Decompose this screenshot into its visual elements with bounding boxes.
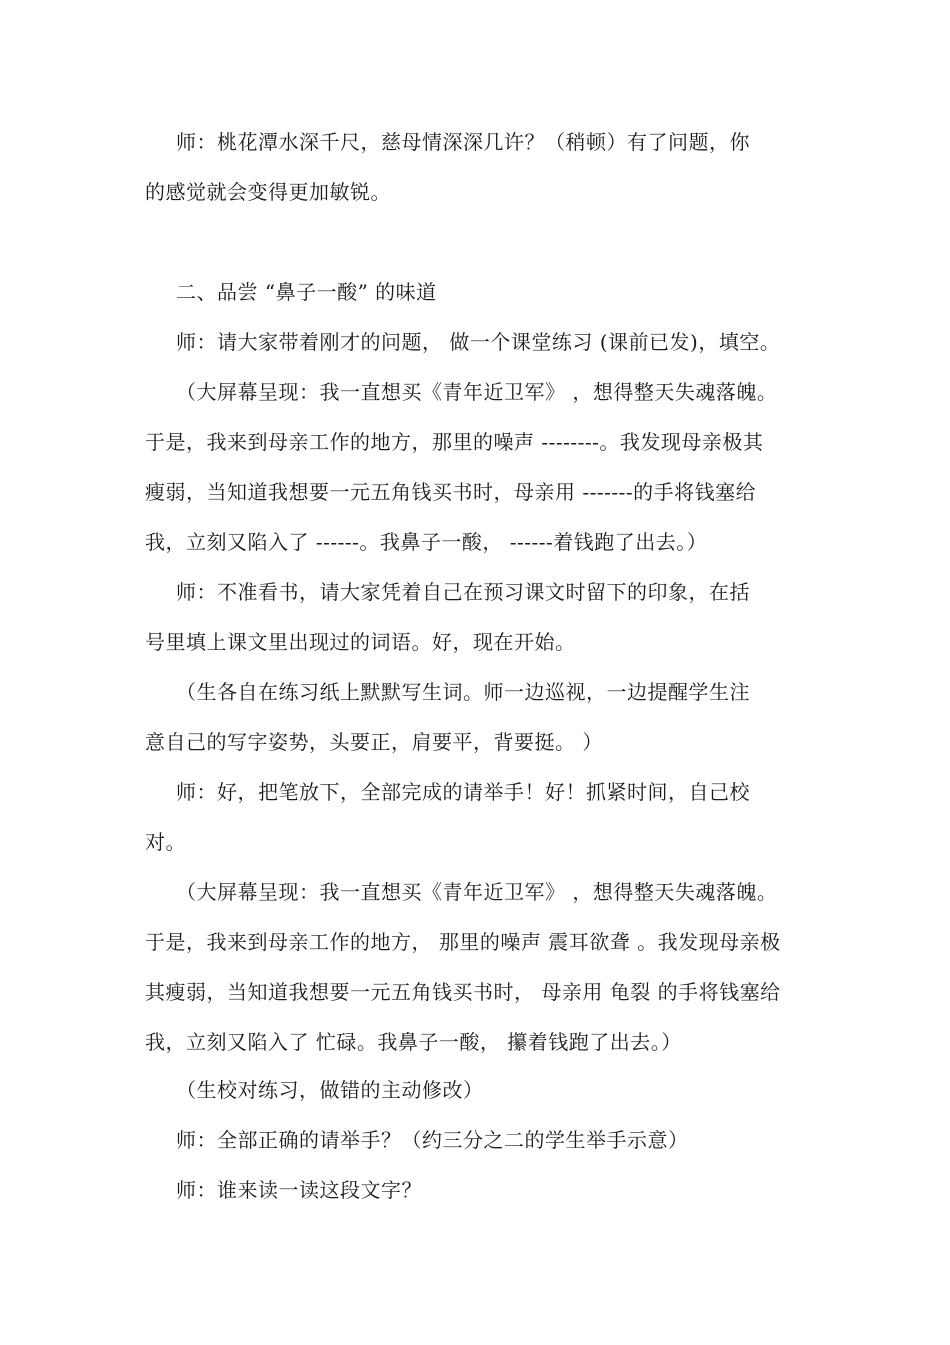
paragraph-line: 师：全部正确的请举手？（约三分之二的学生举手示意）	[176, 1128, 689, 1152]
paragraph-line: 师：桃花潭水深千尺，慈母情深深几许？（稍顿）有了问题，你	[176, 130, 750, 154]
paragraph-line: 瘦弱，当知道我想要一元五角钱买书时，母亲用 -------的手将钱塞给	[145, 480, 757, 504]
section-heading: 二、品尝 “鼻子一酸” 的味道	[176, 280, 437, 304]
paragraph-line: 于是，我来到母亲工作的地方，那里的噪声 --------。我发现母亲极其	[145, 430, 764, 454]
paragraph-line: 对。	[145, 830, 186, 854]
paragraph-line: 师：谁来读一读这段文字？	[176, 1178, 422, 1202]
paragraph-line: 意自己的写字姿势，头要正，肩要平，背要挺。 ）	[145, 730, 603, 754]
paragraph-line: 师：请大家带着刚才的问题， 做一个课堂练习 (课前已发)，填空。	[176, 330, 781, 354]
paragraph-line: （生各自在练习纸上默默写生词。师一边巡视，一边提醒学生注	[176, 680, 750, 704]
paragraph-line: 的感觉就会变得更加敏锐。	[145, 180, 391, 204]
paragraph-line: 我，立刻又陷入了 忙碌。我鼻子一酸， 攥着钱跑了出去。）	[145, 1030, 682, 1054]
paragraph-line: （生校对练习，做错的主动修改）	[176, 1078, 484, 1102]
paragraph-line: 号里填上课文里出现过的词语。好，现在开始。	[145, 630, 576, 654]
paragraph-line: 师：好，把笔放下，全部完成的请举手！好！抓紧时间，自己校	[176, 780, 750, 804]
paragraph-line: 于是，我来到母亲工作的地方， 那里的噪声 震耳欲聋 。我发现母亲极	[145, 930, 781, 954]
paragraph-line: （大屏幕呈现：我一直想买《青年近卫军》 ，想得整天失魂落魄。	[176, 380, 778, 404]
paragraph-line: 我，立刻又陷入了 ------。我鼻子一酸， ------着钱跑了出去。）	[145, 530, 708, 554]
paragraph-line: （大屏幕呈现：我一直想买《青年近卫军》 ，想得整天失魂落魄。	[176, 880, 778, 904]
paragraph-line: 师：不准看书，请大家凭着自己在预习课文时留下的印象，在括	[176, 580, 750, 604]
paragraph-line: 其瘦弱，当知道我想要一元五角钱买书时， 母亲用 龟裂 的手将钱塞给	[145, 980, 781, 1004]
